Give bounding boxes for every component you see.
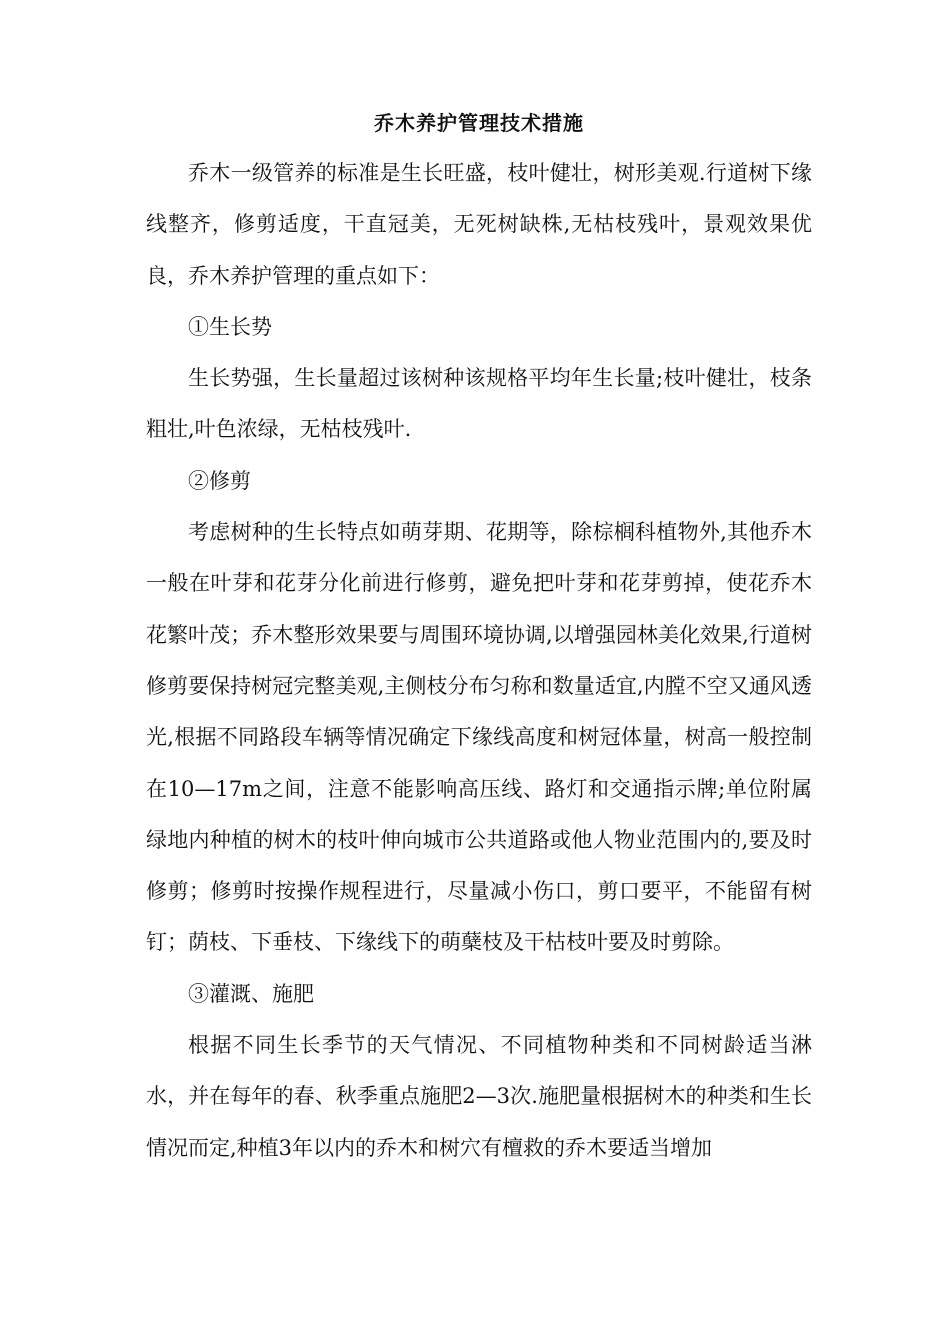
document-title: 乔木养护管理技术措施 xyxy=(374,111,584,135)
section-heading-growth: ①生长势 xyxy=(188,314,272,339)
document-body xyxy=(146,101,812,1174)
section-body-growth: 生长势强，生长量超过该树种该规格平均年生长量;枝叶健壮，枝条粗壮,叶色浓绿，无枯枝残叶. xyxy=(146,366,812,442)
section-heading-pruning: ②修剪 xyxy=(188,468,251,493)
section-body-irrigation: 根据不同生长季节的天气情况、不同植物种类和不同树龄适当淋水，并在每年的春、秋季重点施肥2—3次.施肥量根据树木的种类和生长情况而定,种植3年以内的乔木和树穴有檀救的乔木要适当增加 xyxy=(146,1033,812,1160)
section-heading-irrigation: ③灌溉、施肥 xyxy=(188,981,314,1006)
intro-paragraph: 乔木一级管养的标准是生长旺盛，枝叶健壮，树形美观.行道树下缘线整齐，修剪适度，干直冠美，无死树缺株,无枯枝残叶，景观效果优良，乔木养护管理的重点如下： xyxy=(146,161,812,288)
section-body-pruning: 考虑树种的生长特点如萌芽期、花期等，除棕榈科植物外,其他乔木一般在叶芽和花芽分化前进行修剪，避免把叶芽和花芽剪掉，使花乔木花繁叶茂；乔木整形效果要与周围环境协调,以增强园林美化效果,行道树修剪要保持树冠完整美观,主侧枝分布匀称和数量适宜,内膛不空又通风透光,根据不同路段车辆等情况确定下缘线高度和树冠体量，树高一般控制在10—17m之间，注意不能影响高压线、路灯和交通指示牌;单位附属绿地内种植的树木的枝叶伸向城市公共道路或他人物业范围内的,要及时修剪；修剪时按操作规程进行，尽量减小伤口，剪口要平，不能留有树钉；荫枝、下垂枝、下缘线下的萌蘖枝及干枯枝叶要及时剪除。 xyxy=(146,520,812,955)
